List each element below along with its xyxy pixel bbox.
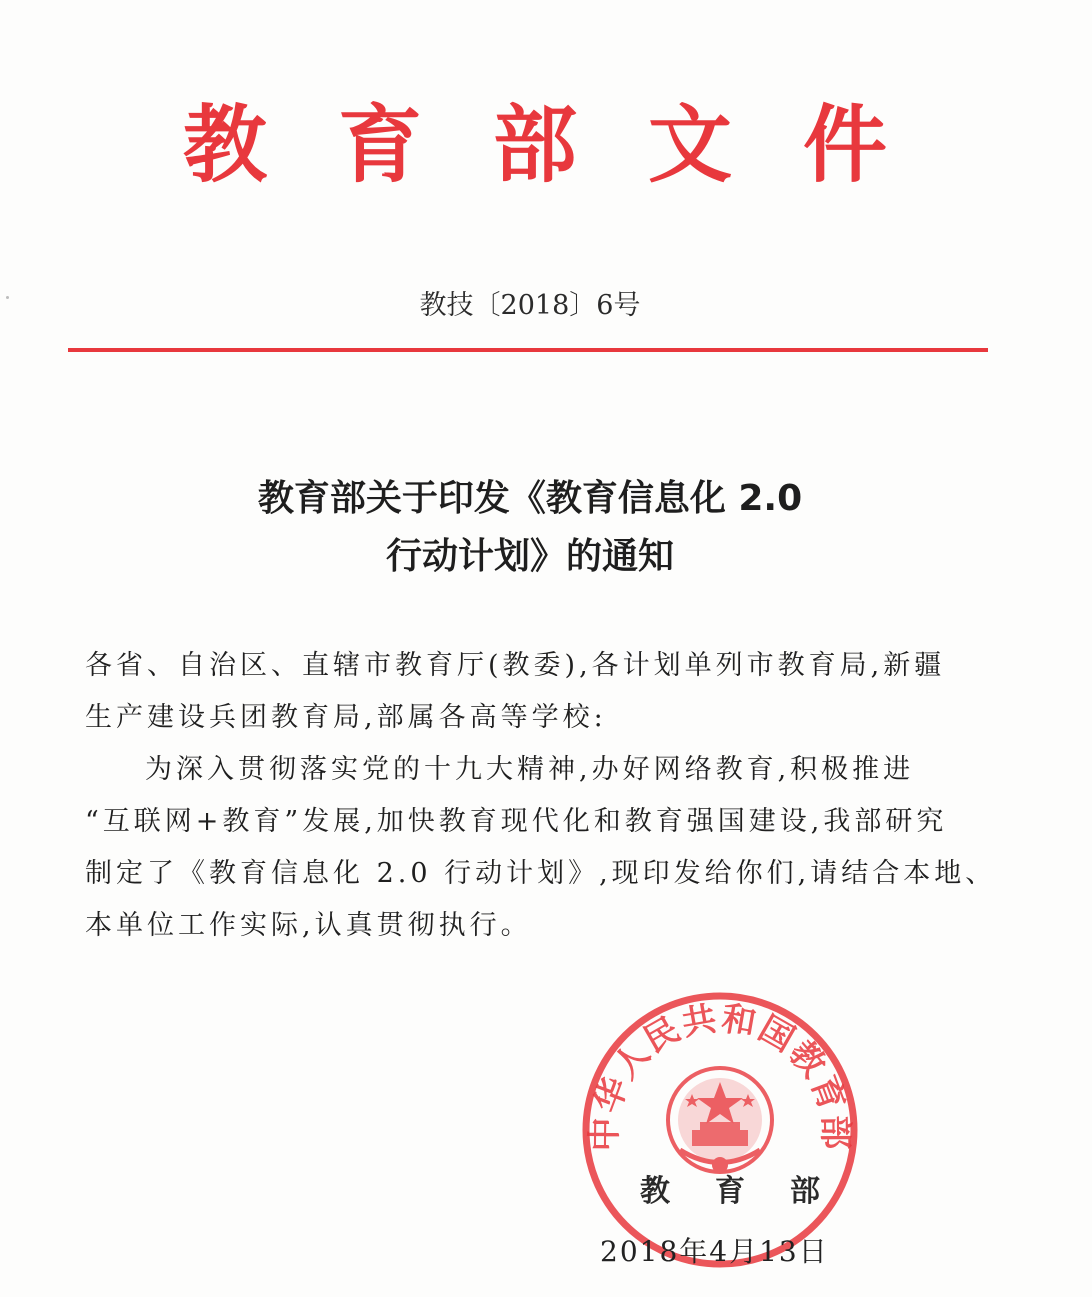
body-paragraph-line: 制定了《教育信息化 2.0 行动计划》,现印发给你们,请结合本地、 [85,858,997,889]
red-divider-line [68,348,988,352]
header-char: 教 [182,96,267,194]
national-emblem-icon [668,1068,772,1173]
notice-body [85,640,997,952]
signature-organization [640,1172,820,1212]
addressee-line: 生产建设兵团教育局,部属各高等学校: [85,702,607,733]
body-paragraph-line: 为深入贯彻落实党的十九大精神,办好网络教育,积极推进 [145,754,915,785]
body-paragraph-line: “互联网+教育”发展,加快教育现代化和教育强国建设,我部研究 [85,806,948,837]
signature-char: 部 [790,1174,820,1209]
addressee-line: 各省、自治区、直辖市教育厅(教委),各计划单列市教育局,新疆 [85,650,946,681]
body-paragraph-line: 本单位工作实际,认真贯彻执行。 [85,910,532,941]
document-header-title [175,95,895,195]
header-char: 部 [492,96,577,194]
header-char: 件 [802,96,887,194]
document-number: 教技〔2018〕6号 [419,290,641,321]
notice-title [120,470,940,586]
notice-title-line-1: 教育部关于印发《教育信息化 2.0 [257,478,803,519]
header-char: 育 [337,96,422,194]
signature-char: 育 [715,1174,745,1209]
issue-date: 2018年4月13日 [600,1235,829,1268]
signature-char: 教 [640,1174,670,1209]
header-char: 文 [647,96,732,194]
official-seal [580,990,860,1270]
seal-ring-text: 中华人民共和国教育部 [584,998,856,1152]
notice-title-line-2: 行动计划》的通知 [385,536,674,577]
